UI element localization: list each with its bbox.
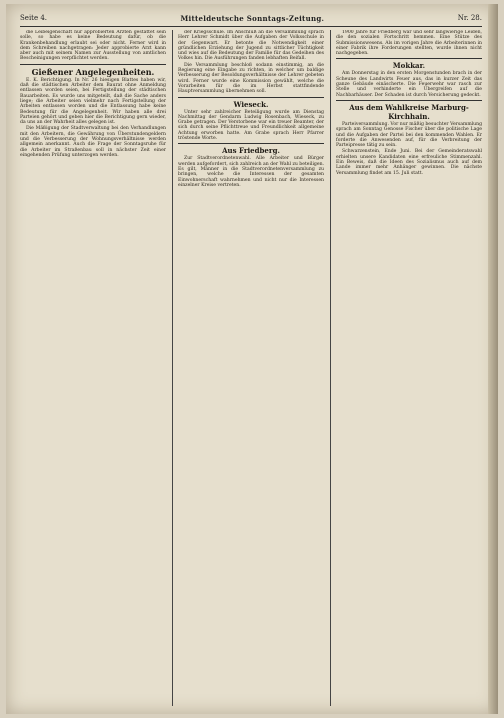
divider bbox=[336, 100, 482, 101]
columns bbox=[20, 30, 482, 706]
article-text: Zur Stadtverordnetenwahl. Alle Arbeiter und Bürger werden aufgefordert, sich zahlreich an der Wahl zu beteiligen. Es gilt, Männer in die Stadtverordnetenversammlung zu bringen, welche die Interessen der gesamten Einwohnerschaft wahrnehmen und nicht nur die Interessen einzelner Kreise vertreten. bbox=[178, 156, 324, 188]
newspaper-page bbox=[6, 4, 498, 714]
page-number: Seite 4. bbox=[20, 14, 48, 22]
article-text: die Leibeigenschaft nur approbierten Ärzten gestattet sein solle, so habe es keine Bedeutung dafür, ob die Krankenbehandlung erlaubt sei oder nicht. Ferner wird in dem Schreiben nachgetragen: Jeder approbierte Arzt kann aber auch mit seinem Namen zur Ausstellung von amtlichen Bescheinigungen verpflichtet werden. bbox=[20, 30, 166, 62]
article-text: Die Mäßigung der Stadtverwaltung bei den Verhandlungen mit den Arbeitern, die Gewährung von Überstundengeldern und die Verbesserung der Wohnungsverhältnisse werden allgemein anerkannt. Auch die Frage der Sonntagsruhe für die Arbeiter im Straßenbau soll in nächster Zeit einer eingehenden Prüfung unterzogen werden. bbox=[20, 126, 166, 158]
issue-number: Nr. 28. bbox=[457, 14, 482, 22]
divider bbox=[178, 143, 324, 144]
newspaper-title: Mitteldeutsche Sonntags-Zeitung. bbox=[180, 13, 325, 23]
article-text: Schwarzenstein, Ende Juni. Bei der Gemeinderatswahl erhielten unsere Kandidaten eine erfreuliche Stimmenzahl. Ein Beweis, daß die Ideen des Sozialismus auch auf dem Lande immer mehr Anhänger gewinnen. Die nächste Versammlung findet am 15. Juli statt. bbox=[336, 149, 482, 176]
column-3 bbox=[330, 30, 482, 706]
section-heading: Aus Friedberg. bbox=[222, 146, 280, 156]
article-text: Unter sehr zahlreicher Beteiligung wurde am Dienstag Nachmittag der Gendarm Ludwig Rosenbach, Wieseck, zu Grabe getragen. Der Verstorbene war ein treuer Beamter, der sich durch seine Pflichttreue und Freundlichkeit allgemeine Achtung erworben hatte. Am Grabe sprach Herr Pfarrer tröstende Worte. bbox=[178, 109, 324, 142]
column-2 bbox=[172, 30, 324, 706]
article-text: 1900 Jahre für Friedberg war und sehr langwierige Leiden, die den sozialen Fortschritt hemmen. Eine Stütze des Submissionswesens. Als im vorigen Jahre die Arbeiterinnen in einer Fabrik ihre Forderungen stellten, wurde ihnen nicht nachgegeben. bbox=[336, 30, 482, 57]
article-text: Parteiversammlung. Vor nur mäßig besuchter Versammlung sprach am Sonntag Genosse Fischer über die politische Lage und die Aufgaben der Partei bei den kommenden Wahlen. Er forderte die Anwesenden auf, für die Verbreitung der Parteipresse tätig zu sein. bbox=[336, 121, 482, 149]
divider bbox=[336, 58, 482, 59]
column-1 bbox=[20, 30, 166, 706]
section-heading: Mokkar. bbox=[392, 61, 426, 71]
section-heading: Aus dem Wahlkreise Marburg-Kirchhain. bbox=[349, 102, 469, 121]
section-heading: Gießener Angelegenheiten. bbox=[31, 66, 155, 77]
article-text: E. K. Berichtigung. In Nr. 26 hiesigen Blattes haben wir, daß die städtischen Arbeiter dem Baurat ohne Anmeldung entlassen worden seien, bei Fertigstellung der städtischen Bauarbeiten. Es wurde uns mitgeteilt, daß die Sache anders liege; die Arbeiter seien vielmehr nach Fertigstellung der Arbeiten entlassen worden und die Entlassung habe keine Bedeutung für die Angelegenheit. Wir haben alle drei Parteien gehört und geben hier die Berichtigung gern wieder, da uns an der Wahrheit alles gelegen ist. bbox=[20, 77, 166, 126]
article-text: Die Versammlung beschloß sodann einstimmig, an die Regierung eine Eingabe zu richten, in welcher um baldige Verbesserung der Besoldungsverhältnisse der Lehrer gebeten wird. Ferner wurde eine Kommission gewählt, welche die Vorarbeiten für die im Herbst stattfindende Hauptversammlung übernehmen soll. bbox=[178, 62, 324, 95]
book-spine bbox=[488, 4, 498, 714]
section-heading: Wieseck. bbox=[233, 99, 269, 109]
article-text: der Kriegsschule. Im Anschluß an die Versammlung sprach Herr Lehrer Schmidt über die Aufgaben der Volksschule in der Gegenwart. Er betonte die Notwendigkeit einer gründlichen Erziehung der Jugend zu sittlicher Tüchtigkeit und wies auf die Bedeutung der Familie für das Gedeihen des Volkes hin. Die Ausführungen fanden lebhaften Beifall. bbox=[178, 30, 324, 62]
divider bbox=[20, 64, 166, 65]
page-header bbox=[20, 10, 482, 27]
divider bbox=[178, 97, 324, 98]
article-text: Am Donnerstag in den ersten Morgenstunden brach in der Scheune des Landwirts Feuer aus, das in kurzer Zeit das ganze Gebäude einäscherte. Die Feuerwehr war rasch zur Stelle und verhinderte ein Übergreifen auf die Nachbarhäuser. Der Schaden ist durch Versicherung gedeckt. bbox=[336, 71, 482, 98]
